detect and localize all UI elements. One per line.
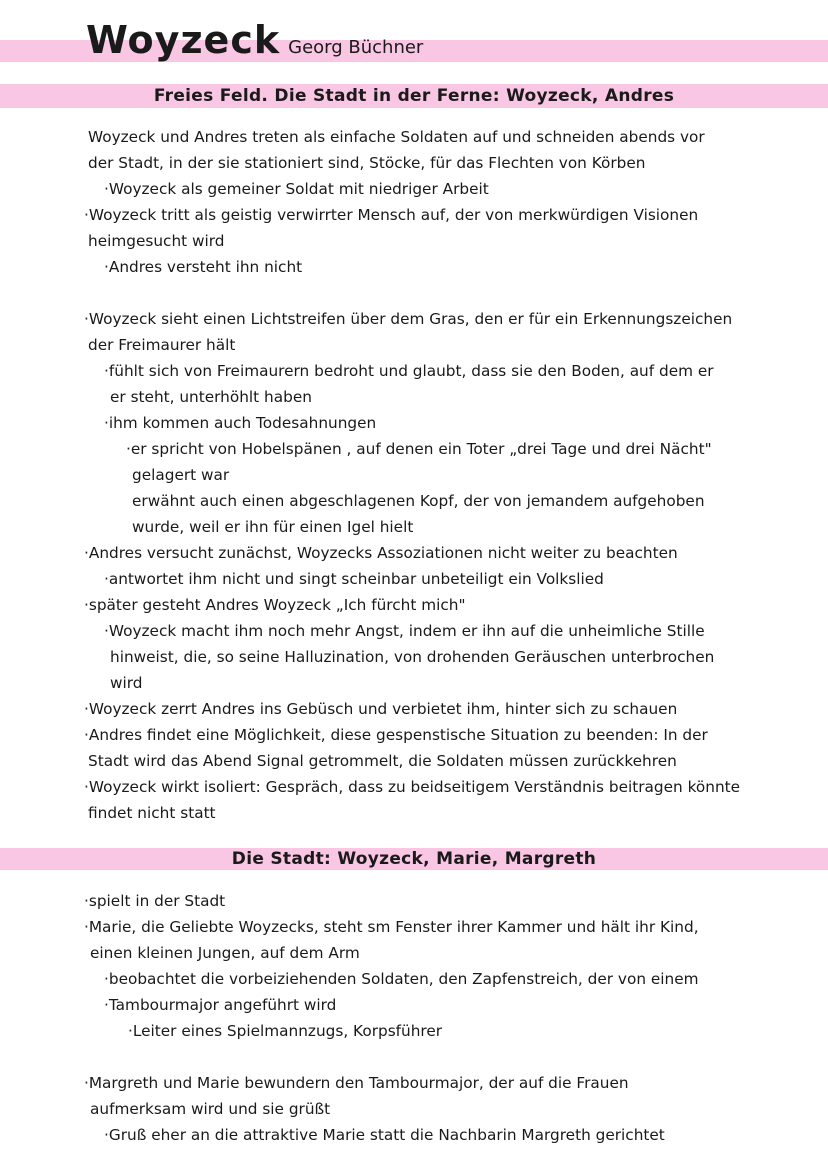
note-line: hinweist, die, so seine Halluzination, von drohenden Geräuschen unterbrochen (110, 648, 715, 666)
note-line: aufmerksam wird und sie grüßt (90, 1100, 331, 1118)
note-line: findet nicht statt (88, 804, 216, 822)
note-line: einen kleinen Jungen, auf dem Arm (90, 944, 360, 962)
note-line: gelagert war (132, 466, 230, 484)
note-line: ·Woyzeck macht ihm noch mehr Angst, indem er ihn auf die unheimliche Stille (104, 622, 705, 640)
note-line: er steht, unterhöhlt haben (110, 388, 312, 406)
note-line: der Freimaurer hält (88, 336, 236, 354)
note-line: wird (110, 674, 143, 692)
note-line: ·fühlt sich von Freimaurern bedroht und glaubt, dass sie den Boden, auf dem er (104, 362, 714, 380)
note-line: ·Andres versucht zunächst, Woyzecks Assoziationen nicht weiter zu beachten (84, 544, 678, 562)
note-line: Stadt wird das Abend Signal getrommelt, die Soldaten müssen zurückkehren (88, 752, 677, 770)
note-line: wurde, weil er ihn für einen Igel hielt (132, 518, 414, 536)
note-line: ·beobachtet die vorbeiziehenden Soldaten, den Zapfenstreich, der von einem (104, 970, 699, 988)
note-line: ·Leiter eines Spielmannzugs, Korpsführer (128, 1022, 443, 1040)
note-line: ·spielt in der Stadt (84, 892, 226, 910)
page-title: Woyzeck (86, 18, 281, 62)
note-line: ·Woyzeck tritt als geistig verwirrter Mensch auf, der von merkwürdigen Visionen (84, 206, 699, 224)
note-line: der Stadt, in der sie stationiert sind, Stöcke, für das Flechten von Körben (88, 154, 646, 172)
note-line: Woyzeck und Andres treten als einfache Soldaten auf und schneiden abends vor (88, 128, 705, 146)
note-line: ·später gesteht Andres Woyzeck „Ich fürcht mich" (84, 596, 466, 614)
note-line: ·Woyzeck als gemeiner Soldat mit niedriger Arbeit (104, 180, 489, 198)
note-line: ·ihm kommen auch Todesahnungen (104, 414, 377, 432)
note-line: ·Marie, die Geliebte Woyzecks, steht sm Fenster ihrer Kammer und hält ihr Kind, (84, 918, 699, 936)
note-line: ·Woyzeck sieht einen Lichtstreifen über dem Gras, den er für ein Erkennungszeichen (84, 310, 733, 328)
note-line: ·er spricht von Hobelspänen , auf denen ein Toter „drei Tage und drei Nächt" (126, 440, 712, 458)
note-line: ·Gruß eher an die attraktive Marie statt die Nachbarin Margreth gerichtet (104, 1126, 665, 1144)
note-line: ·Woyzeck zerrt Andres ins Gebüsch und verbietet ihm, hinter sich zu schauen (84, 700, 678, 718)
author-name: Georg Büchner (288, 37, 424, 58)
note-line: ·Tambourmajor angeführt wird (104, 996, 337, 1014)
section-1-heading: Freies Feld. Die Stadt in der Ferne: Woyzeck, Andres (153, 86, 675, 106)
section-2-heading: Die Stadt: Woyzeck, Marie, Margreth (231, 849, 597, 869)
note-line: ·antwortet ihm nicht und singt scheinbar unbeteiligt ein Volkslied (104, 570, 604, 588)
note-line: ·Margreth und Marie bewundern den Tambourmajor, der auf die Frauen (84, 1074, 629, 1092)
note-line: ·Woyzeck wirkt isoliert: Gespräch, dass zu beidseitigem Verständnis beitragen könnte (84, 778, 741, 796)
note-line: ·Andres versteht ihn nicht (104, 258, 303, 276)
document-header (86, 18, 423, 62)
note-line: erwähnt auch einen abgeschlagenen Kopf, der von jemandem aufgehoben (132, 492, 705, 510)
note-line: ·Andres findet eine Möglichkeit, diese gespenstische Situation zu beenden: In der (84, 726, 708, 744)
note-line: heimgesucht wird (88, 232, 225, 250)
